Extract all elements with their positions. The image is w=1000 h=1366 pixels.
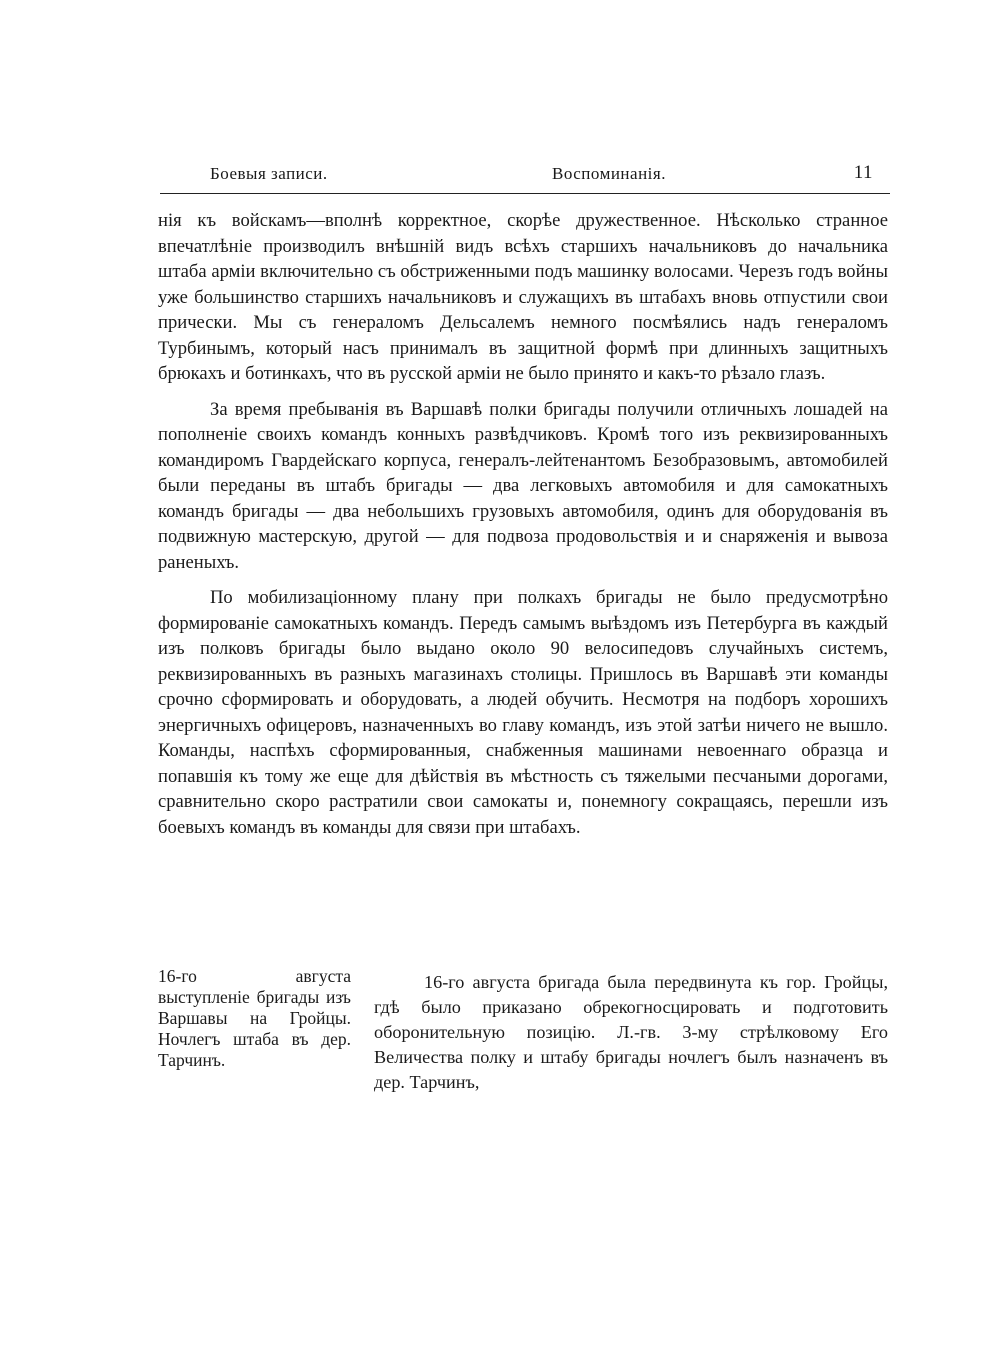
paragraph-4: 16-го августа бригада была передвинута къ гор. Гройцы, гдѣ было приказано обрекогносцировать и подготовить оборонительную позицію. Л.-гв. 3-му стрѣлковому Его Величества полку и штабу бригады ночлегъ былъ назначенъ въ дер. Тарчинъ, (374, 972, 888, 1092)
running-header (160, 160, 885, 194)
margin-note: 16-го августа выступленіе бригады изъ Варшавы на Гройцы. Ночлегъ штаба въ дер. Тарчинъ. (158, 966, 351, 1070)
main-text (158, 208, 888, 850)
header-center-title: Воспоминанія. (552, 164, 666, 183)
paragraph-3: По мобилизаціонному плану при полкахъ бригады не было предусмотрѣно формированіе самокатныхъ командъ. Передъ самымъ выѣздомъ изъ Петербурга въ каждый изъ полковъ бригады было выдано около 90 велосипедовъ случайныхъ системъ, реквизированныхъ въ разныхъ магазинахъ столицы. Пришлось въ Варшавѣ эти команды срочно сформировать и оборудовать, а людей обучить. Несмотря на подборъ хорошихъ энергичныхъ офицеровъ, назначенныхъ во главу командъ, изъ этой затѣи ничего не вышло. Команды, наспѣхъ сформированныя, снабженныя машинами невоеннаго образца и попавшія къ тому же еще для дѣйствія въ мѣстность съ тяжелыми песчаными дорогами, сравнительно скоро растратили свои самокаты и, понемногу сокращаясь, перешли изъ боевыхъ командъ въ команды для связи при штабахъ. (158, 587, 888, 838)
header-rule (160, 193, 890, 194)
header-left-title: Боевыя записи. (210, 164, 328, 183)
side-column-text (374, 970, 888, 1095)
paragraph-1: нія къ войскамъ—вполнѣ корректное, скорѣе дружественное. Нѣсколько странное впечатлѣніе производилъ внѣшній видъ всѣхъ старшихъ начальниковъ до начальника штаба арміи включительно съ обстриженными подъ машинку волосами. Черезъ годъ войны уже большинство старшихъ начальниковъ и служащихъ въ штабахъ вновь отпустили свои прически. Мы съ генераломъ Дельсалемъ немного посмѣялись надъ генераломъ Турбинымъ, который насъ принималъ въ защитной формѣ при длинныхъ защитныхъ брюкахъ и ботинкахъ, что въ русской арміи не было принято и какъ-то рѣзало глазъ. (158, 210, 888, 384)
page-number: 11 (853, 162, 873, 183)
paragraph-2: За время пребыванія въ Варшавѣ полки бригады получили отличныхъ лошадей на пополненіе своихъ командъ конныхъ развѣдчиковъ. Кромѣ того изъ реквизированныхъ командиромъ Гвардейскаго корпуса, генералъ-лейтенантомъ Безобразовымъ, автомобилей были переданы въ штабъ бригады — два легковыхъ автомобиля и для самокатныхъ командъ бригады — два небольшихъ грузовыхъ автомобиля, одинъ для оборудованія въ подвижную мастерскую, другой — для подвоза продовольствія и и снаряженія и вывоза раненыхъ. (158, 398, 888, 573)
